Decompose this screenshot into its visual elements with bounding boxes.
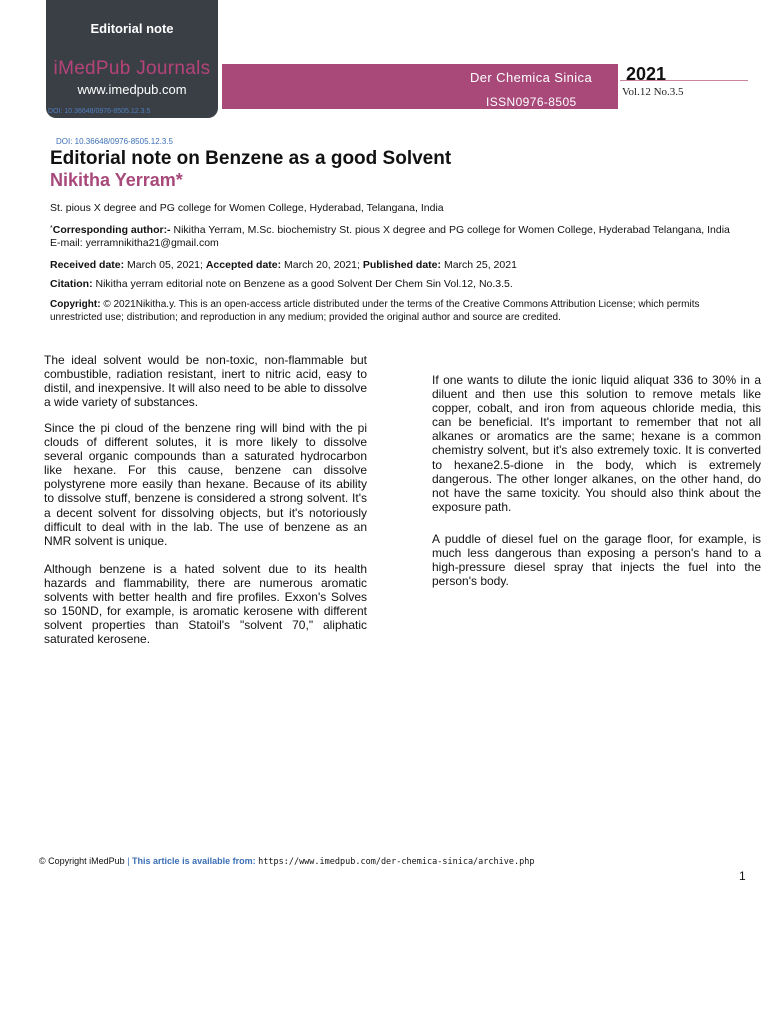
article-dates bbox=[50, 259, 730, 272]
article-doi[interactable]: DOI: 10.36648/0976-8505.12.3.5 bbox=[56, 137, 173, 146]
author-name: Nikitha Yerram* bbox=[50, 170, 183, 190]
body-paragraph: Since the pi cloud of the benzene ring will bind with the pi clouds of different solutes, it is more likely to dissolve several organic compounds than a saturated hydrocarbon like hexane. For this cause, benzene can dissolve polystyrene more easily than hexane. Because of its ability to dissolve stuff, benzene is considered a strong solvent. It's a decent solvent for dissolving objects, but it's notoriously difficult to deal with in the lab. The use of benzene as an NMR solvent is unique. bbox=[44, 421, 367, 548]
received-label: Received date: bbox=[50, 259, 125, 271]
author-affiliation: St. pious X degree and PG college for Women College, Hyderabad, Telangana, India bbox=[50, 202, 444, 214]
corresponding-author bbox=[50, 224, 730, 250]
footer-copyright: © Copyright iMedPub bbox=[39, 856, 125, 866]
copyright-label: Copyright: bbox=[50, 299, 101, 310]
article-type-label: Editorial note bbox=[90, 21, 174, 36]
publisher-url[interactable]: www.imedpub.com bbox=[77, 82, 187, 97]
journal-issn: ISSN0976-8505 bbox=[486, 95, 577, 109]
volume-issue: Vol.12 No.3.5 bbox=[622, 86, 684, 98]
page-number: 1 bbox=[739, 869, 746, 883]
journal-name: Der Chemica Sinica bbox=[470, 70, 593, 85]
body-paragraph: Although benzene is a hated solvent due to its health hazards and flammability, there are numerous aromatic solvents with better health and fire profiles. Exxon's Solves so 150ND, for example, is aromatic kerosene with different solvent properties than Statoil's "solvent 70," aliphatic saturated kerosene. bbox=[44, 562, 367, 647]
received-value: March 05, 2021; bbox=[124, 259, 206, 271]
corresponding-text: Nikitha Yerram, M.Sc. biochemistry St. pious X degree and PG college for Women College, Hyderabad Telangana, India E-mail: yerramnikitha21@gmail.com bbox=[50, 224, 730, 249]
page-footer bbox=[39, 856, 534, 867]
footer-available-label: This article is available from: bbox=[132, 856, 256, 866]
body-paragraph: If one wants to dilute the ionic liquid aliquat 336 to 30% in a diluent and then use this solution to remove metals like copper, cobalt, and iron from aqueous chloride media, this can be beneficial. It's important to remember that not all alkanes or aromatics are the same; hexane is a common chemistry solvent, but it's also extremely toxic. It is converted to hexane2.5-dione in the body, which is extremely dangerous. The other longer alkanes, on the other hand, do not have the same toxicity. You should also think about the exposure path. bbox=[432, 373, 761, 514]
accepted-label: Accepted date: bbox=[205, 259, 282, 271]
article-title: Editorial note on Benzene as a good Solvent bbox=[50, 148, 452, 169]
footer-archive-link[interactable]: https://www.imedpub.com/der-chemica-sinica/archive.php bbox=[258, 857, 535, 867]
footer-separator: | bbox=[127, 856, 130, 866]
published-label: Published date: bbox=[362, 259, 442, 271]
corresponding-label: Corresponding author:- bbox=[52, 224, 171, 236]
published-value: March 25, 2021 bbox=[441, 259, 517, 271]
citation-text: Nikitha yerram editorial note on Benzene as a good Solvent Der Chem Sin Vol.12, No.3.5. bbox=[92, 278, 513, 290]
publication-year: 2021 bbox=[626, 64, 667, 84]
corresponding-mark: * bbox=[50, 225, 53, 232]
copyright-notice bbox=[50, 298, 730, 324]
publisher-logo: iMedPub Journals bbox=[53, 58, 211, 79]
banner-doi: DOI: 10.36648/0976-8505.12.3.5 bbox=[48, 108, 151, 115]
copyright-text: © 2021Nikitha.y. This is an open-access article distributed under the terms of the Creative Commons Attribution License; which permits unrestricted use; distribution; and reproduction in any medium; provided the original author and source are credited. bbox=[50, 299, 700, 323]
citation-label: Citation: bbox=[50, 278, 93, 290]
accepted-value: March 20, 2021; bbox=[281, 259, 363, 271]
citation bbox=[50, 278, 730, 291]
body-paragraph: A puddle of diesel fuel on the garage floor, for example, is much less dangerous than exposing a person's hand to a high-pressure diesel spray that injects the fuel into the person's body. bbox=[432, 532, 761, 589]
body-paragraph: The ideal solvent would be non-toxic, non-flammable but combustible, radiation resistant, inert to nitric acid, easy to distil, and inexpensive. It will also need to be able to dissolve a wide variety of substances. bbox=[44, 353, 367, 410]
